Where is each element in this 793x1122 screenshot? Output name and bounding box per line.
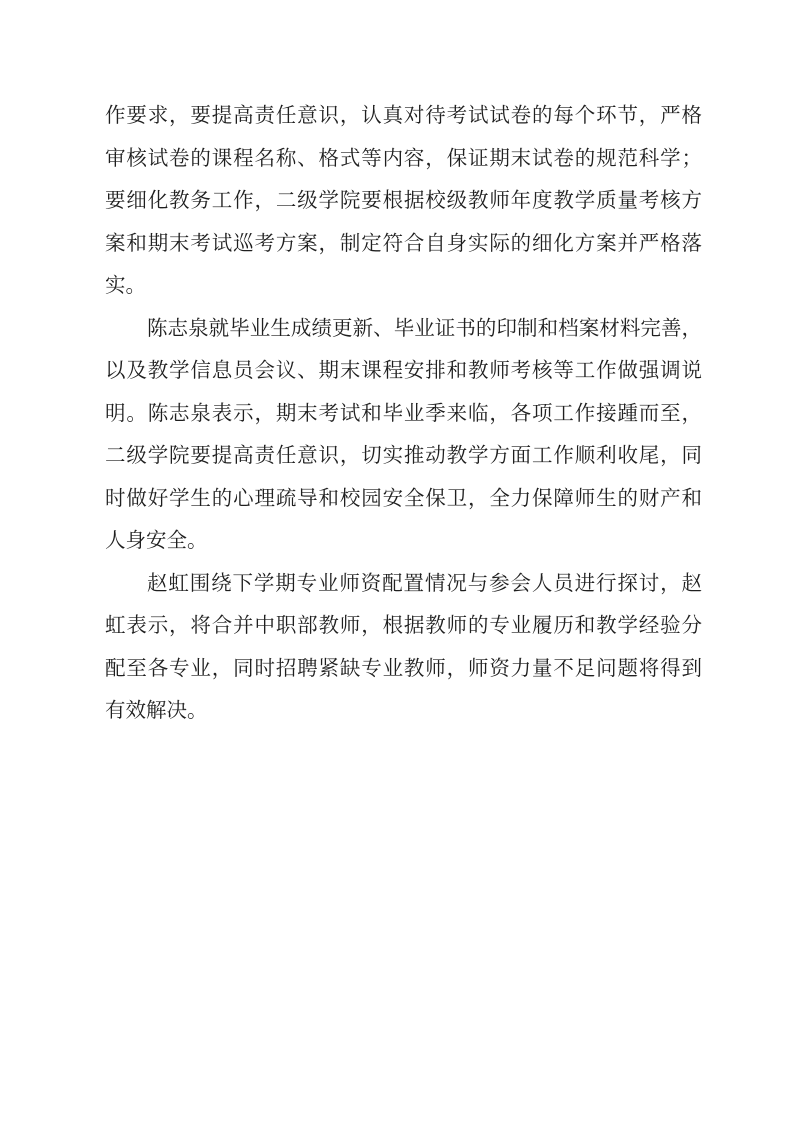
text-line: 二级学院要提高责任意识，切实推动教学方面工作顺利收尾，同 [105,445,702,467]
paragraph [105,95,702,308]
text-line: 配至各专业，同时招聘紧缺专业教师，师资力量不足问题将得到 [105,657,702,680]
document-text-block [105,95,702,733]
text-line: 审核试卷的课程名称、格式等内容，保证期末试卷的规范科学； [105,147,702,170]
text-line: 时做好学生的心理疏导和校园安全保卫，全力保障师生的财产和 [105,487,702,510]
text-line: 实。 [105,275,146,297]
text-line: 虹表示，将合并中职部教师，根据教师的专业履历和教学经验分 [105,615,702,637]
text-line: 以及教学信息员会议、期末课程安排和教师考核等工作做强调说 [105,360,702,382]
paragraph [105,308,702,563]
paragraph [105,563,702,733]
text-line: 赵虹围绕下学期专业师资配置情况与参会人员进行探讨，赵 [147,572,702,595]
text-line: 要细化教务工作，二级学院要根据校级教师年度教学质量考核方 [105,190,702,212]
text-line: 陈志泉就毕业生成绩更新、毕业证书的印制和档案材料完善， [147,317,702,340]
text-line: 有效解决。 [105,700,208,722]
text-line: 作要求，要提高责任意识，认真对待考试试卷的每个环节，严格 [105,105,702,127]
text-line: 明。陈志泉表示，期末考试和毕业季来临，各项工作接踵而至， [105,402,702,425]
text-line: 人身安全。 [105,530,208,552]
text-line: 案和期末考试巡考方案，制定符合自身实际的细化方案并严格落 [105,232,702,255]
